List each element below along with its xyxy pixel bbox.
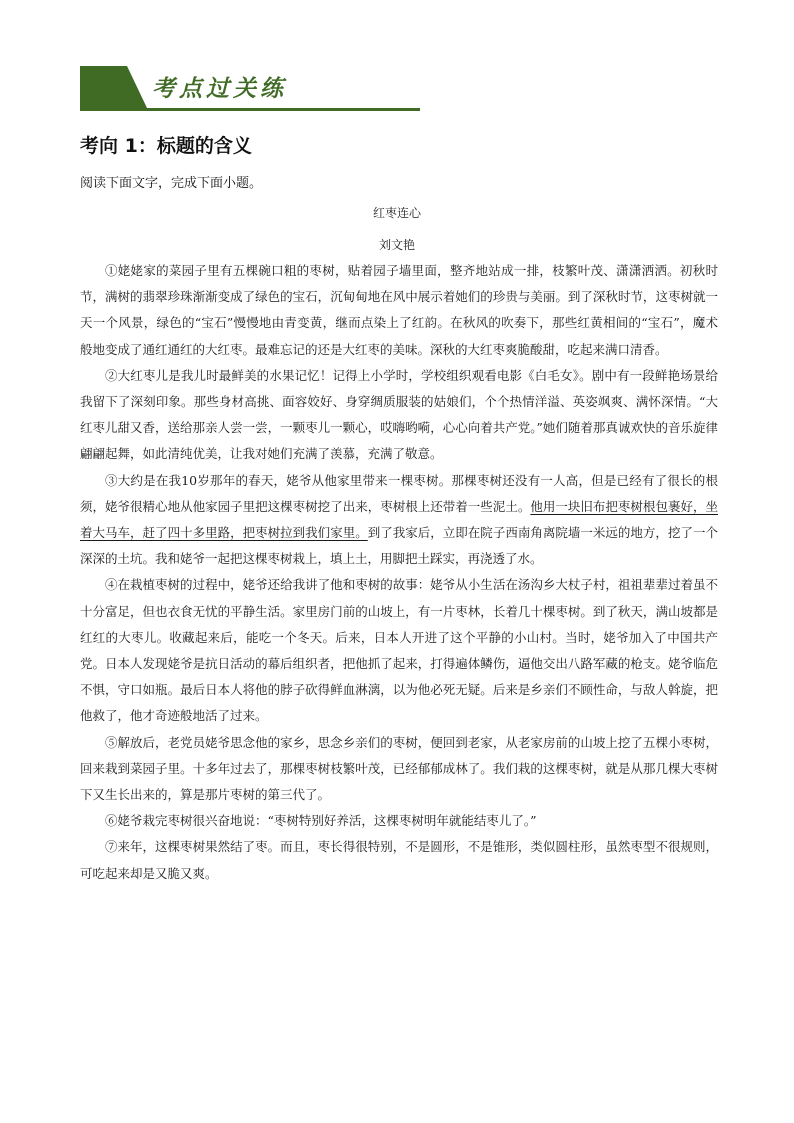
paragraph-text: ④在栽植枣树的过程中，姥爷还给我讲了他和枣树的故事：姥爷从小生活在汤沟乡大杖子村，祖祖辈辈过着虽不十分富足，但也衣食无忧的平静生活。家里房门前的山坡上，有一片枣林，长着几十棵枣树。到了秋天，满山坡都是红红的大枣儿。收藏起来后，能吃一个冬天。后来，日本人开进了这个平静的小山村。当时，姥爷加入了中国共产党。日本人发现姥爷是抗日活动的幕后组织者，把他抓了起来，打得遍体鳞伤，逼他交出八路军藏的枪支。姥爷临危不惧，守口如瓶。最后日本人将他的脖子砍得鲜血淋漓，以为他必死无疑。后来是乡亲们不顾性命，与敌人斡旋，把他救了，他才奇迹般地活了过来。 [80, 577, 718, 724]
paragraph-text: ①姥姥家的菜园子里有五棵碗口粗的枣树，贴着园子墙里面，整齐地站成一排，枝繁叶茂、潇潇洒洒。初秋时节，满树的翡翠珍珠渐渐变成了绿色的宝石，沉甸甸地在风中展示着她们的珍贵与美丽。到了深秋时节，这枣树就一天一个风景，绿色的“宝石”慢慢地由青变黄，继而点染上了红韵。在秋风的吹奏下，那些红黄相间的“宝石”，魔术般地变成了通红通红的大红枣。最难忘记的还是大红枣的美味。深秋的大红枣爽脆酸甜，吃起来满口清香。 [80, 263, 718, 357]
section-banner [80, 66, 420, 112]
paragraph-6 [80, 808, 718, 834]
paragraph-2 [80, 363, 718, 468]
paragraph-text: ⑥姥爷栽完枣树很兴奋地说：“枣树特别好养活，这棵枣树明年就能结枣儿了。” [105, 813, 537, 829]
paragraph-3 [80, 468, 718, 573]
paragraph-text: ②大红枣儿是我儿时最鲜美的水果记忆！记得上小学时，学校组织观看电影《白毛女》。剧中有一段鲜艳场景给我留下了深刻印象。那些身材高挑、面容姣好、身穿绸质服装的姑娘们，个个热情洋溢、英姿飒爽、满怀深情。“大红枣儿甜又香，送给那亲人尝一尝，一颗枣儿一颗心，哎嗨哟嗬，心心向着共产党。”她们随着那真诚欢快的音乐旋律翩翩起舞，如此清纯优美，让我对她们充满了羡慕，充满了敬意。 [80, 367, 718, 462]
paragraph-5 [80, 730, 718, 809]
article-author: 刘文艳 [378, 238, 415, 252]
paragraph-text: ③大约是在我10岁那年的春天，姥爷从他家里带来一棵枣树。那棵枣树还没有一人高，但是已经有了很长的根须，姥爷很精心地从他家园子里把这棵枣树挖了出来，枣树根上还带着一些泥土。 [80, 472, 718, 514]
article-title: 红枣连心 [372, 206, 421, 220]
underlined-sentence: 他用一块旧布把枣树根包裹好，坐着大马车，赶了四十多里路，把枣树拉到我们家里。 [80, 498, 718, 541]
paragraph-text-continued: 到了我家后，立即在院子西南角离院墙一米远的地方，挖了一个深深的土坑。我和姥爷一起把这棵枣树栽上，填上土，用脚把土踩实，再浇透了水。 [80, 525, 718, 567]
paragraph-text: ⑤解放后，老党员姥爷思念他的家乡，思念乡亲们的枣树，便回到老家，从老家房前的山坡上挖了五棵小枣树，回来栽到菜园子里。十多年过去了，那棵枣树枝繁叶茂，已经郁郁成林了。我们栽的这棵枣树，就是从那几棵大枣树下又生长出来的，算是那片枣树的第三代了。 [80, 734, 718, 803]
article-body [80, 258, 718, 887]
paragraph-1 [80, 258, 718, 363]
section-title: 考向 1：标题的含义 [80, 135, 252, 157]
banner-title: 考点过关练 [152, 75, 287, 102]
paragraph-4 [80, 572, 718, 729]
paragraph-text: ⑦来年，这棵枣树果然结了枣。而且，枣长得很特别，不是圆形，不是锥形，类似圆柱形，虽然枣型不很规则，可吃起来却是又脆又爽。 [80, 839, 718, 881]
instruction-text: 阅读下面文字，完成下面小题。 [80, 176, 263, 191]
paragraph-7 [80, 834, 718, 886]
